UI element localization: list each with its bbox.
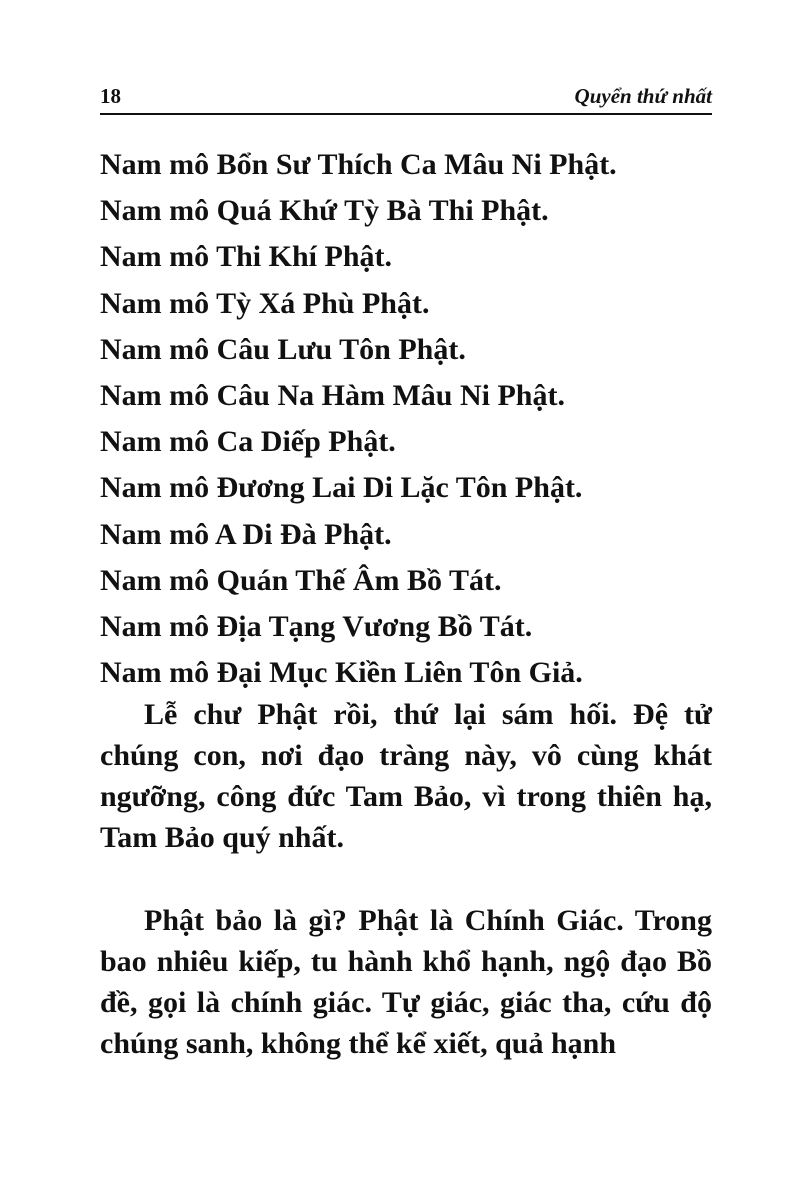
invocation-line: Nam mô Bổn Sư Thích Ca Mâu Ni Phật.: [100, 148, 617, 181]
invocation-line: Nam mô Câu Lưu Tôn Phật.: [100, 332, 466, 366]
invocation-list: [100, 142, 712, 696]
invocation-line: Nam mô A Di Đà Phật.: [100, 517, 392, 551]
invocation-line: Nam mô Quán Thế Âm Bồ Tát.: [100, 563, 502, 597]
header-rule: [100, 113, 712, 115]
invocation-line: Nam mô Đương Lai Di Lặc Tôn Phật.: [100, 471, 583, 505]
running-head: Quyển thứ nhất: [574, 84, 712, 108]
page-number: 18: [100, 84, 121, 108]
invocation-line: Nam mô Tỳ Xá Phù Phật.: [100, 286, 430, 320]
invocation-line: Nam mô Đại Mục Kiền Liên Tôn Giả.: [100, 656, 583, 690]
body-paragraph: Phật bảo là gì? Phật là Chính Giác. Trong bao nhiêu kiếp, tu hành khổ hạnh, ngộ đạo Bồ đề, gọi là chính giác. Tự giác, giác tha, cứu độ chúng sanh, không thể kể xiết, quả hạnh: [100, 904, 712, 1060]
invocation-line: Nam mô Ca Diếp Phật.: [100, 425, 396, 459]
page-header: [100, 84, 712, 114]
invocation-line: Nam mô Thi Khí Phật.: [100, 240, 392, 274]
body-paragraph: Lễ chư Phật rồi, thứ lại sám hối. Đệ tử chúng con, nơi đạo tràng này, vô cùng khát ngưỡng, công đức Tam Bảo, vì trong thiên hạ, Tam Bảo quý nhất.: [100, 698, 712, 854]
invocation-line: Nam mô Câu Na Hàm Mâu Ni Phật.: [100, 379, 565, 413]
invocation-line: Nam mô Quá Khứ Tỳ Bà Thi Phật.: [100, 194, 549, 228]
invocation-line: Nam mô Địa Tạng Vương Bồ Tát.: [100, 610, 533, 644]
